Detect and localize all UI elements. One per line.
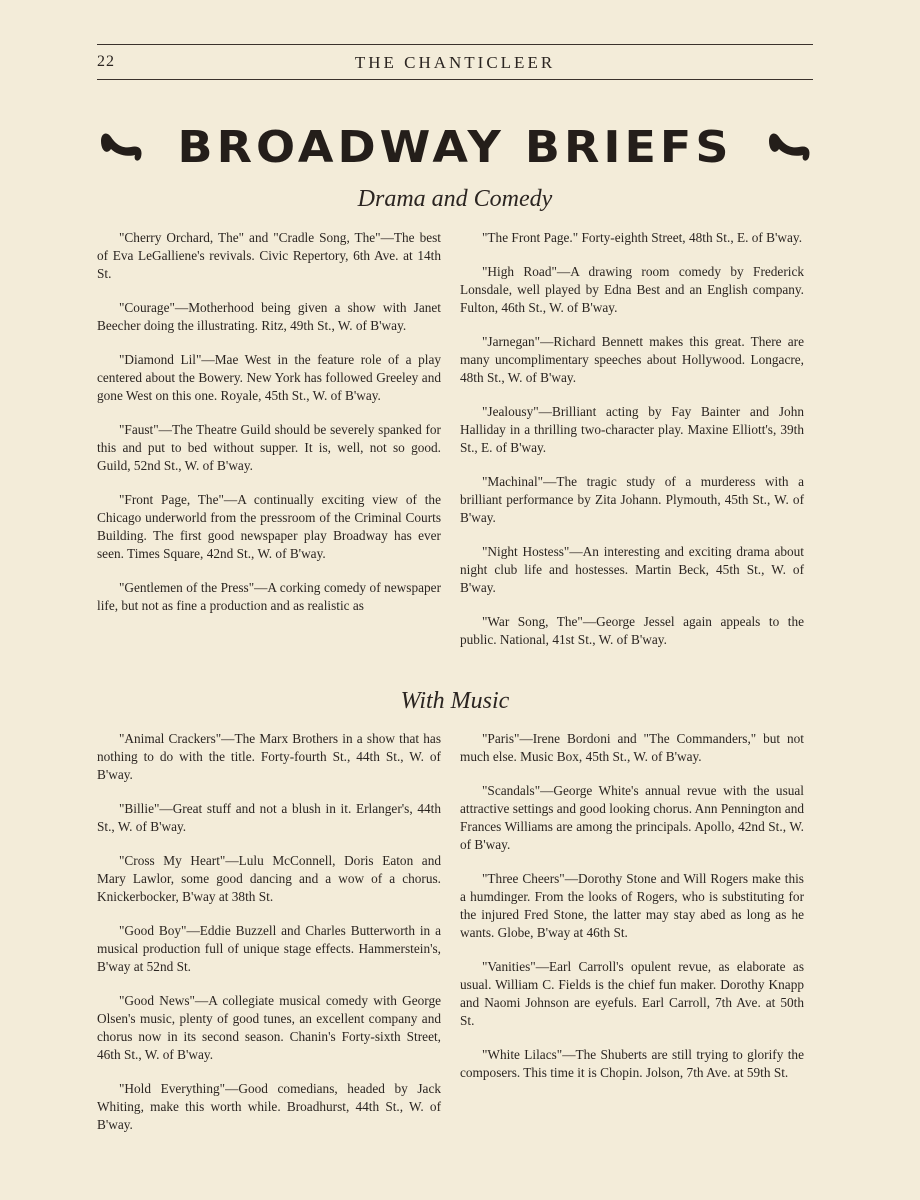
- listing-entry: "The Front Page." Forty-eighth Street, 48th St., E. of B'way.: [482, 230, 803, 245]
- listing-entry: "Cross My Heart"—Lulu McConnell, Doris Eaton and Mary Lawlor, some good dancing and a wow of a chorus. Knickerbocker, B'way at 38th St.: [97, 853, 441, 904]
- music-left-column: [97, 730, 441, 1150]
- listing-entry: "Scandals"—George White's annual revue with the usual attractive settings and good looking chorus. Ann Pennington and Frances Williams are among the principals. Apollo, 42nd St., W. of B'way.: [460, 783, 804, 852]
- hook-ornament-left-icon: [97, 127, 145, 167]
- listing-entry: "White Lilacs"—The Shuberts are still trying to glorify the composers. This time it is Chopin. Jolson, 7th Ave. at 59th St.: [460, 1047, 804, 1080]
- drama-left-column: [97, 229, 441, 631]
- listing-entry: "War Song, The"—George Jessel again appeals to the public. National, 41st St., W. of B'way.: [460, 614, 804, 647]
- header-top-rule: [97, 44, 813, 45]
- listing-entry: "Billie"—Great stuff and not a blush in it. Erlanger's, 44th St., W. of B'way.: [97, 801, 441, 834]
- listing-entry: "Jealousy"—Brilliant acting by Fay Bainter and John Halliday in a thrilling two-character play. Maxine Elliott's, 39th St., E. of B'way.: [460, 404, 804, 455]
- listing-entry: "Three Cheers"—Dorothy Stone and Will Rogers make this a humdinger. From the looks of Rogers, who is substituting for the injured Fred Stone, the latter may stay abed as long as he wants. Globe, B'way at 46th St.: [460, 871, 804, 940]
- drama-section-heading: Drama and Comedy: [357, 186, 553, 212]
- listing-entry: "Gentlemen of the Press"—A corking comedy of newspaper life, but not as fine a production and as realistic as: [97, 580, 441, 613]
- music-right-column: [460, 730, 804, 1098]
- listing-entry: "Courage"—Motherhood being given a show with Janet Beecher doing the illustrating. Ritz, 49th St., W. of B'way.: [97, 300, 441, 333]
- magazine-title: THE CHANTICLEER: [354, 53, 556, 72]
- listing-entry: "High Road"—A drawing room comedy by Frederick Lonsdale, well played by Edna Best and an English company. Fulton, 46th St., W. of B'way.: [460, 264, 804, 315]
- listing-entry: "Machinal"—The tragic study of a murderess with a brilliant performance by Zita Johann. Plymouth, 45th St., W. of B'way.: [460, 474, 804, 525]
- drama-right-column: [460, 229, 804, 665]
- listing-entry: "Night Hostess"—An interesting and exciting drama about night club life and hostesses. Martin Beck, 45th St., W. of B'way.: [460, 544, 804, 595]
- listing-entry: "Paris"—Irene Bordoni and "The Commanders," but not much else. Music Box, 45th St., W. of B'way.: [460, 731, 804, 764]
- article-title: BROADWAY BRIEFS: [177, 121, 733, 173]
- listing-entry: "Diamond Lil"—Mae West in the feature role of a play centered about the Bowery. New York has followed Greeley and gone West on this one. Royale, 45th St., W. of B'way.: [97, 352, 441, 403]
- listing-entry: "Vanities"—Earl Carroll's opulent revue, as elaborate as usual. William C. Fields is the chief fun maker. Dorothy Knapp and Naomi Johnson are eyefuls. Earl Carroll, 7th Ave. at 50th St.: [460, 959, 804, 1028]
- header-bottom-rule: [97, 79, 813, 80]
- listing-entry: "Jarnegan"—Richard Bennett makes this great. There are many uncomplimentary speeches about Hollywood. Longacre, 48th St., W. of B'way.: [460, 334, 804, 385]
- listing-entry: "Animal Crackers"—The Marx Brothers in a show that has nothing to do with the title. Forty-fourth St., 44th St., W. of B'way.: [97, 731, 441, 782]
- listing-entry: "Hold Everything"—Good comedians, headed by Jack Whiting, make this worth while. Broadhurst, 44th St., W. of B'way.: [97, 1081, 441, 1132]
- page-number: 22: [97, 53, 115, 70]
- music-section-heading: With Music: [400, 688, 510, 714]
- listing-entry: "Cherry Orchard, The" and "Cradle Song, The"—The best of Eva LeGalliene's revivals. Civic Repertory, 6th Ave. at 14th St.: [97, 230, 441, 281]
- listing-entry: "Front Page, The"—A continually exciting view of the Chicago underworld from the pressroom of the Criminal Courts Building. The first good newspaper play Broadway has ever seen. Times Square, 42nd St., W. of B'way.: [97, 492, 441, 561]
- listing-entry: "Faust"—The Theatre Guild should be severely spanked for this and put to bed without supper. It is, well, not so good. Guild, 52nd St., W. of B'way.: [97, 422, 441, 473]
- listing-entry: "Good News"—A collegiate musical comedy with George Olsen's music, plenty of good tunes, an excellent company and chorus now in its second season. Chanin's Forty-sixth Street, 46th St., W. of B'way.: [97, 993, 441, 1062]
- listing-entry: "Good Boy"—Eddie Buzzell and Charles Butterworth in a musical production full of unique stage effects. Hammerstein's, B'way at 52nd St.: [97, 923, 441, 974]
- hook-ornament-right-icon: [765, 127, 813, 167]
- article-banner: [97, 116, 813, 178]
